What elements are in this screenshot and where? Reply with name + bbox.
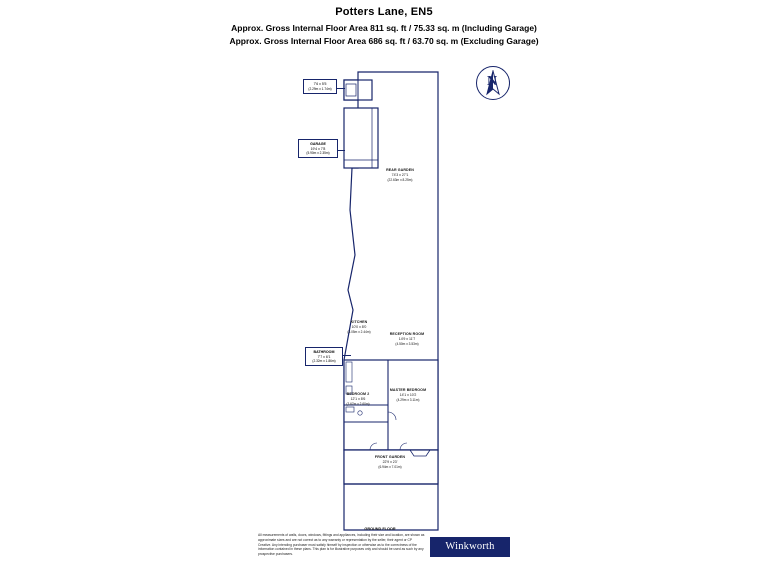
room-label-master-bedroom: MASTER BEDROOM 14'1 x 10'2 (4.29m x 3.11m) (389, 388, 427, 402)
compass-north-icon (476, 66, 512, 102)
room-label-rear-garden: REAR GARDEN 74'3 x 27'1 (22.63m x 8.25m) (386, 168, 414, 182)
brand-wordmark: Winkworth (445, 541, 495, 552)
disclaimer-text: All measurements of walls, doors, windows, fittings and appliances, including their size and location, are shown as approximate sizes and are not correct as to any warranty or representation by the seller, their agent or CP Creative. Any intending purchaser must satisfy himself by inspection or otherwise as to the correctness of the information contained in these plans. This plan is for illustrative purposes only and should be used as such by any prospective purchasers. (258, 533, 425, 557)
compass-letter: N (487, 74, 498, 89)
page-title: Potters Lane, EN5 (335, 6, 433, 18)
area-including-garage: Approx. Gross Internal Floor Area 811 sq. ft / 75.33 sq. m (Including Garage) (231, 23, 537, 33)
area-excluding-garage: Approx. Gross Internal Floor Area 686 sq. ft / 63.70 sq. m (Excluding Garage) (229, 35, 539, 46)
floor-caption: GROUND FLOOR (364, 527, 396, 531)
header (0, 6, 768, 48)
callout-store: 7'6 x 5'5 (2.29m x 1.74m) (303, 79, 337, 94)
room-label-kitchen: KITCHEN 10'0 x 8'0 (3.05m x 2.44m) (347, 320, 371, 334)
leader-line-bathroom (343, 355, 351, 356)
callout-garage: GARAGE 19'4 x 7'8 (5.90m x 2.35m) (298, 139, 338, 158)
leader-line-garage (338, 150, 345, 151)
room-label-front-garden: FRONT GARDEN 22'9 x 23' (6.94m x 7.01m) (374, 455, 406, 469)
callout-bathroom: BATHROOM 7'7 x 6'1 (2.32m x 1.86m) (305, 347, 343, 366)
room-label-reception-room: RECEPTION ROOM 14'9 x 11'7 (4.50m x 3.53m) (389, 332, 425, 346)
leader-line-store (337, 88, 345, 89)
room-label-bedroom-2: BEDROOM 2 12'1 x 8'6 (3.67m x 2.60m) (346, 392, 370, 406)
brand-bar (430, 537, 510, 557)
